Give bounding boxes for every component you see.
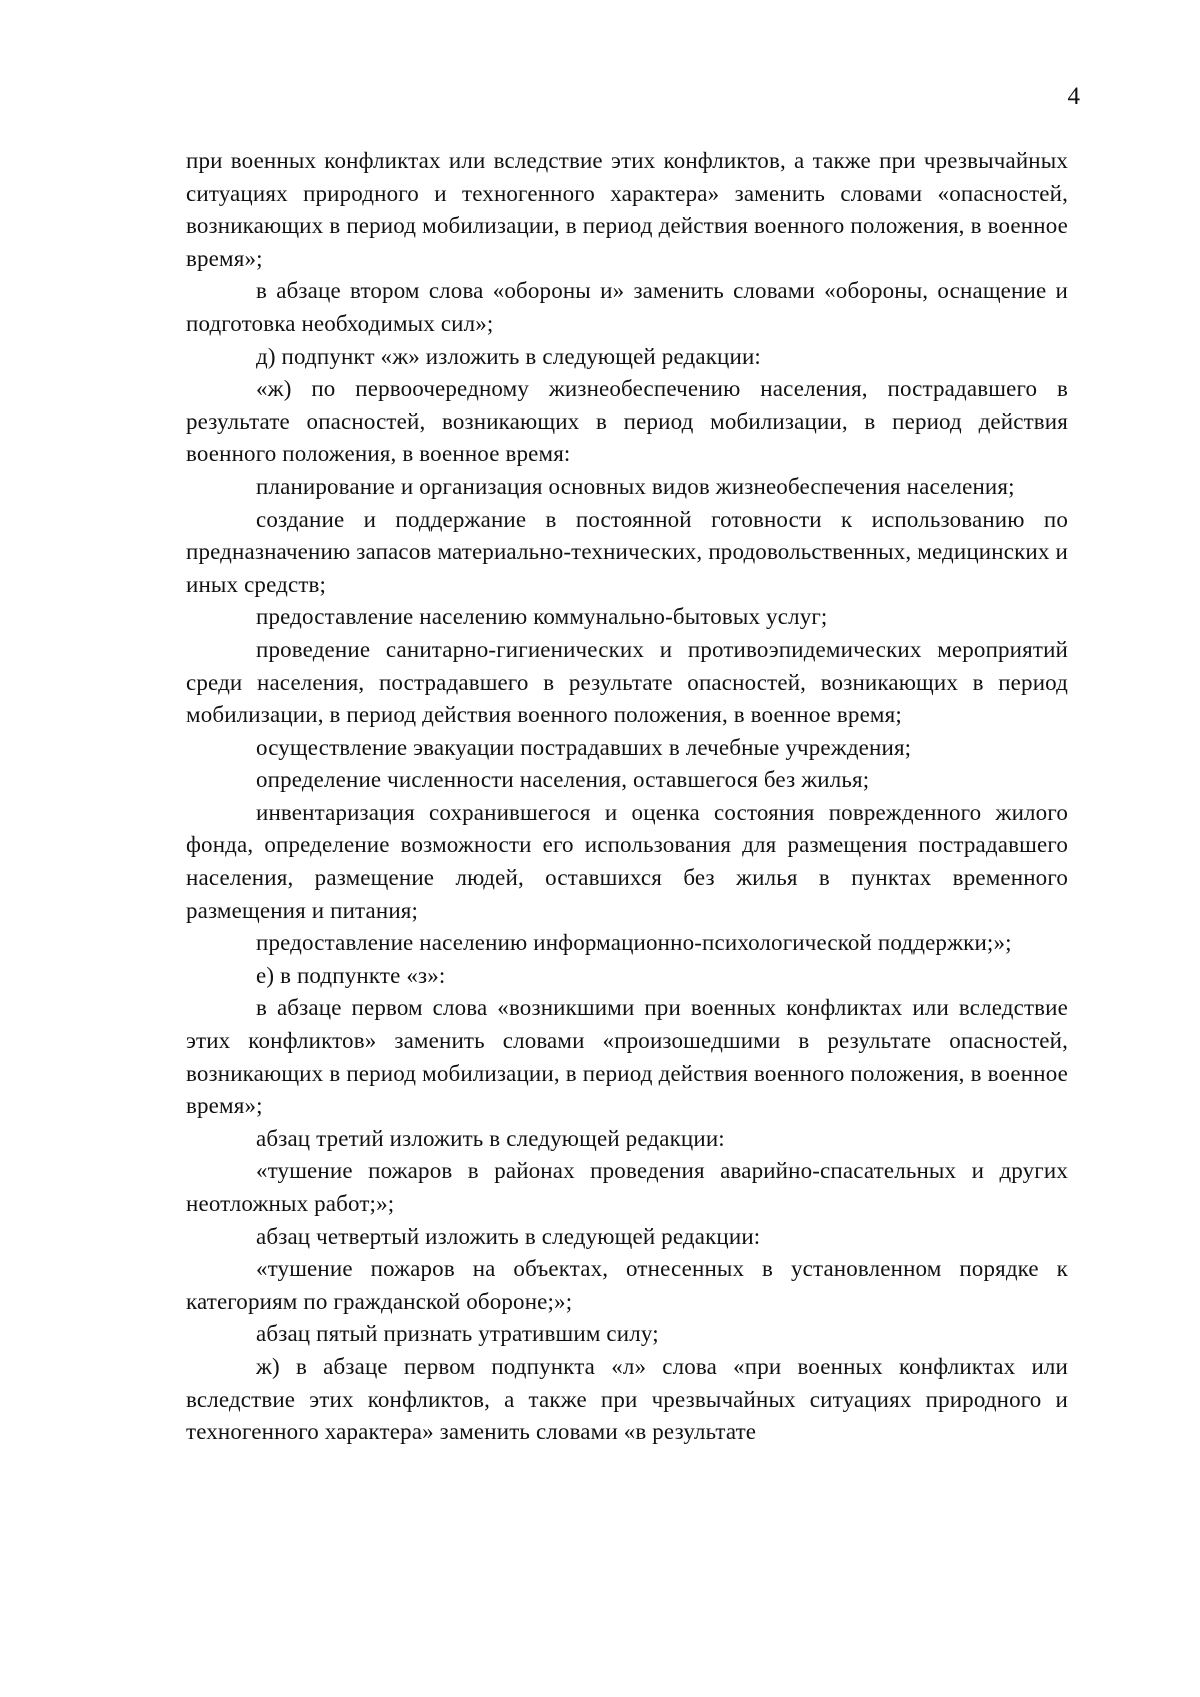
paragraph: создание и поддержание в постоянной готовности к использованию по предназначению запасов материально-технических, продовольственных, медицинских и иных средств; [186,506,1068,597]
paragraph: определение численности населения, оставшегося без жилья; [256,767,870,793]
paragraph: д) подпункт «ж» изложить в следующей редакции: [256,343,761,369]
paragraph: в абзаце первом слова «возникшими при военных конфликтах или вследствие этих конфликтов» заменить словами «произошедшими в результате опасностей, возникающих в период мобилизации, в период действия военного положения, в военное время»; [186,995,1068,1119]
paragraph: е) в подпункте «з»: [256,962,446,988]
document-body [186,145,1068,1449]
paragraph: инвентаризация сохранившегося и оценка состояния поврежденного жилого фонда, определение возможности его использования для размещения пострадавшего населения, размещение людей, оставшихся без жилья в пунктах временного размещения и питания; [186,799,1068,923]
paragraph: планирование и организация основных видов жизнеобеспечения населения; [256,473,1015,499]
paragraph: при военных конфликтах или вследствие этих конфликтов, а также при чрезвычайных ситуациях природного и техногенного характера» заменить словами «опасностей, возникающих в период мобилизации, в период действия военного положения, в военное время»; [186,148,1068,271]
paragraph: предоставление населению информационно-психологической поддержки;»; [256,930,1012,956]
paragraph: ж) в абзаце первом подпункта «л» слова «при военных конфликтах или вследствие этих конфликтов, а также при чрезвычайных ситуациях природного и техногенного характера» заменить словами «в результате [186,1353,1068,1445]
paragraph: предоставление населению коммунально-бытовых услуг; [256,604,828,630]
paragraph: абзац четвертый изложить в следующей редакции: [256,1223,761,1249]
paragraph: «тушение пожаров на объектах, отнесенных в установленном порядке к категориям по гражданской обороне;»; [186,1256,1068,1314]
paragraph: абзац третий изложить в следующей редакции: [256,1125,725,1151]
paragraph: проведение санитарно-гигиенических и противоэпидемических мероприятий среди населения, пострадавшего в результате опасностей, возникающих в период мобилизации, в период действия военного положения, в военное время; [186,636,1068,728]
paragraph: осуществление эвакуации пострадавших в лечебные учреждения; [256,734,912,760]
paragraph: абзац пятый признать утратившим силу; [256,1321,659,1347]
paragraph: в абзаце втором слова «обороны и» заменить словами «обороны, оснащение и подготовка необходимых сил»; [186,278,1068,336]
page-number: 4 [1067,83,1080,110]
paragraph: «ж) по первоочередному жизнеобеспечению населения, пострадавшего в результате опасностей, возникающих в период мобилизации, в период действия военного положения, в военное время: [186,376,1068,467]
paragraph: «тушение пожаров в районах проведения аварийно-спасательных и других неотложных работ;»; [186,1158,1068,1216]
